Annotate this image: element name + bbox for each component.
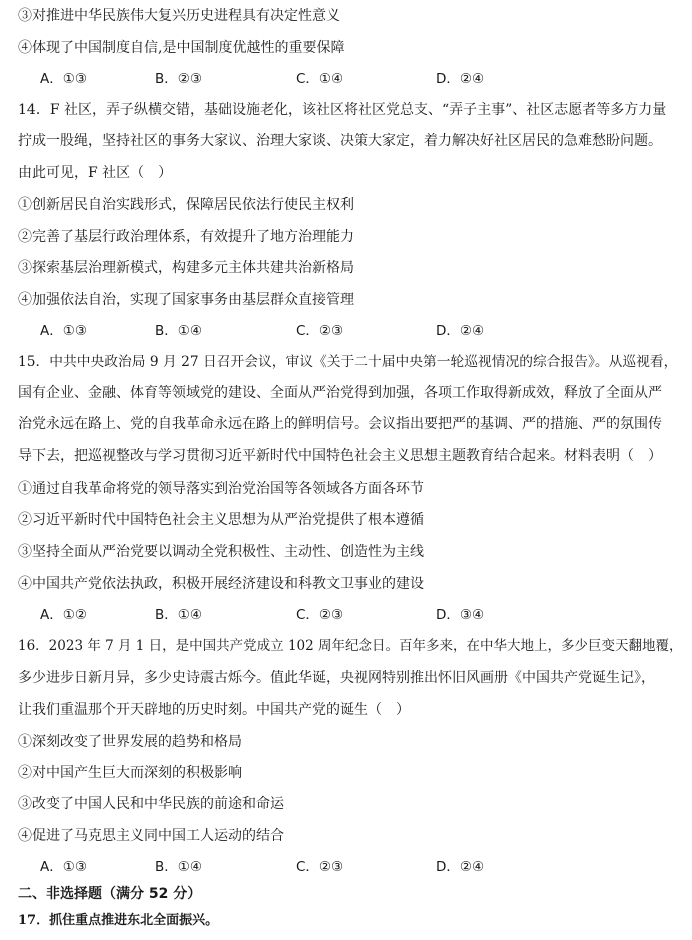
- q14-statement-3: ③探索基层治理新模式，构建多元主体共建共治新格局: [18, 260, 354, 276]
- q14-stem-line-3: 由此可见，F 社区（ ）: [18, 165, 173, 181]
- q16-option-d: D．②④: [436, 859, 485, 875]
- q14-statement-1: ①创新居民自治实践形式，保障居民依法行使民主权利: [18, 197, 354, 213]
- q15-statement-1: ①通过自我革命将党的领导落实到治党治国等各领域各方面各环节: [18, 481, 424, 497]
- q15-statement-2: ②习近平新时代中国特色社会主义思想为从严治党提供了根本遵循: [18, 512, 424, 528]
- q14-statement-4: ④加强依法自治，实现了国家事务由基层群众直接管理: [18, 292, 354, 308]
- q14-option-c: C．②③: [296, 323, 344, 339]
- q15-option-a: A．①②: [40, 607, 87, 623]
- q16-stem-line-3: 让我们重温那个开天辟地的历史时刻。中国共产党的诞生（ ）: [18, 702, 410, 718]
- q15-stem-line-4: 导下去，把巡视整改与学习贯彻习近平新时代中国特色社会主义思想主题教育结合起来。材料表明（ ）: [18, 448, 662, 464]
- q15-option-c: C．②③: [296, 607, 344, 623]
- section-2-title: 二、非选择题（满分 52 分）: [18, 886, 202, 902]
- q17-stem: 17．抓住重点推进东北全面振兴。: [18, 913, 219, 928]
- prev-statement-4: ④体现了中国制度自信,是中国制度优越性的重要保障: [18, 40, 345, 56]
- q14-option-b: B．①④: [155, 323, 202, 339]
- prev-option-a: A．①③: [40, 71, 87, 87]
- q16-statement-4: ④促进了马克思主义同中国工人运动的结合: [18, 828, 284, 844]
- q15-stem-line-3: 治党永远在路上、党的自我革命永远在路上的鲜明信号。会议指出要把严的基调、严的措施、严的氛围传: [18, 416, 662, 432]
- q16-statement-1: ①深刻改变了世界发展的趋势和格局: [18, 734, 242, 750]
- q16-option-b: B．①④: [155, 859, 202, 875]
- q14-option-d: D．②④: [436, 323, 485, 339]
- q16-statement-2: ②对中国产生巨大而深刻的积极影响: [18, 765, 242, 781]
- q16-stem-line-2: 多少进步日新月异，多少史诗震古烁今。值此华诞，央视网特别推出怀旧风画册《中国共产党诞生记》，: [18, 670, 655, 686]
- q16-stem-line-1: 16．2023 年 7 月 1 日，是中国共产党成立 102 周年纪念日。百年多来，在中华大地上，多少巨变天翻地覆，: [18, 638, 683, 654]
- q15-stem-line-1: 15．中共中央政治局 9 月 27 日召开会议，审议《关于二十届中央第一轮巡视情况的综合报告》。从巡视看，: [18, 354, 678, 370]
- q14-stem-line-1: 14．F 社区，弄子纵横交错，基础设施老化，该社区将社区党总支、“弄子主事”、社区志愿者等多方力量: [18, 102, 667, 118]
- q15-statement-4: ④中国共产党依法执政，积极开展经济建设和科教文卫事业的建设: [18, 576, 424, 592]
- q16-statement-3: ③改变了中国人民和中华民族的前途和命运: [18, 796, 284, 812]
- prev-option-c: C．①④: [296, 71, 344, 87]
- q16-option-c: C．②③: [296, 859, 344, 875]
- prev-option-d: D．②④: [436, 71, 485, 87]
- q14-option-a: A．①③: [40, 323, 87, 339]
- prev-option-b: B．②③: [155, 71, 202, 87]
- q15-option-b: B．①④: [155, 607, 202, 623]
- q15-statement-3: ③坚持全面从严治党要以调动全党积极性、主动性、创造性为主线: [18, 544, 424, 560]
- q16-option-a: A．①③: [40, 859, 87, 875]
- prev-statement-3: ③对推进中华民族伟大复兴历史进程具有决定性意义: [18, 8, 340, 24]
- q14-stem-line-2: 拧成一股绳，坚持社区的事务大家议、治理大家谈、决策大家定，着力解决好社区居民的急难愁盼问题。: [18, 133, 662, 149]
- q15-option-d: D．③④: [436, 607, 485, 623]
- q15-stem-line-2: 国有企业、金融、体育等领域党的建设、全面从严治党得到加强，各项工作取得新成效，释放了全面从严: [18, 385, 662, 401]
- q14-statement-2: ②完善了基层行政治理体系，有效提升了地方治理能力: [18, 229, 354, 245]
